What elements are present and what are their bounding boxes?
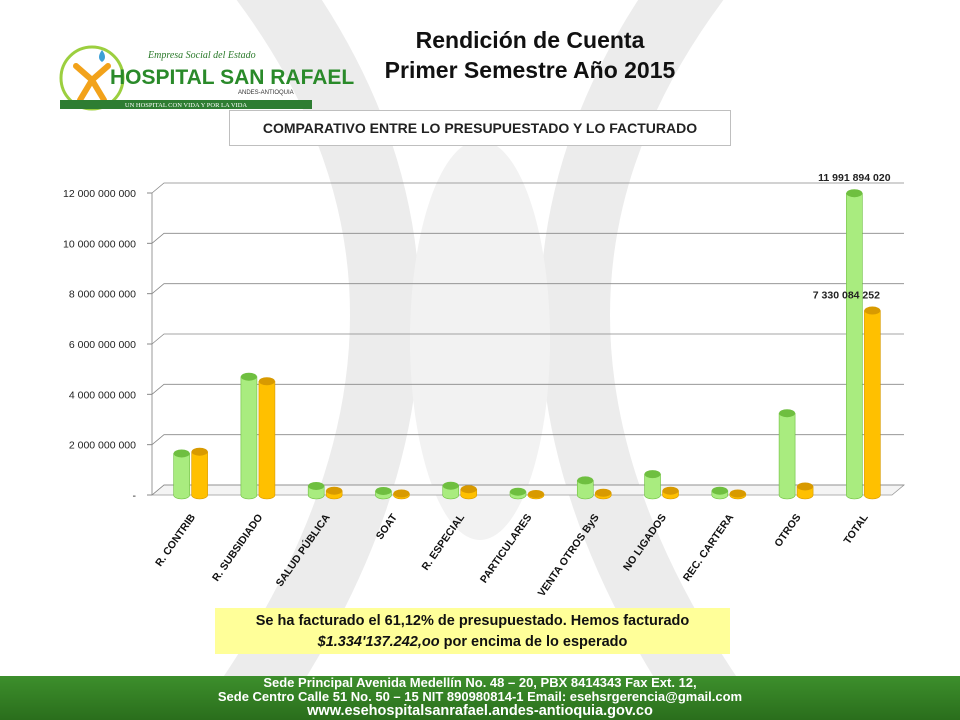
slide-title-line2: Primer Semestre Año 2015 (384, 57, 676, 83)
note-line2-rest: por encima de lo esperado (439, 634, 628, 650)
y-tick-label: 10 000 000 000 (63, 238, 136, 251)
bar-facturado-cap (393, 489, 409, 497)
bar-facturado-cap (864, 307, 880, 315)
x-tick-label: R. ESPECIAL (419, 511, 468, 573)
bar-facturado (864, 311, 880, 499)
gridline (152, 284, 904, 294)
gridline (152, 183, 904, 193)
bar-presupuestado (241, 377, 257, 499)
chart-title: COMPARATIVO ENTRE LO PRESUPUESTADO Y LO FACTURADO (229, 110, 731, 146)
bar-presupuestado-cap (712, 487, 728, 495)
y-tick-label: 2 000 000 000 (68, 439, 136, 452)
bar-presupuestado (174, 453, 190, 499)
drop-icon (99, 50, 105, 62)
bar-presupuestado (779, 413, 795, 499)
x-tick-label: VENTA OTROS ByS (535, 511, 602, 600)
figure-icon (76, 66, 108, 100)
x-tick-label: REC. CARTERA (680, 511, 737, 584)
bar-facturado-cap (595, 489, 611, 497)
x-tick-label: PARTICULARES (477, 511, 535, 586)
logo-band-text: UN HOSPITAL CON VIDA Y POR LA VIDA (124, 102, 248, 109)
bar-facturado (192, 452, 208, 499)
y-tick-label: 4 000 000 000 (68, 389, 136, 402)
x-tick-label: TOTAL (841, 511, 871, 547)
data-label: 11 991 894 020 (818, 172, 891, 185)
bar-facturado-cap (461, 485, 477, 493)
note-line1: Se ha facturado el 61,12% de presupuestado. Hemos facturado (255, 613, 690, 629)
gridline (152, 233, 904, 243)
bar-presupuestado-cap (645, 470, 661, 478)
summary-note (215, 608, 730, 654)
slide-title (300, 25, 760, 85)
gridline (152, 334, 904, 344)
bar-presupuestado-cap (443, 482, 459, 490)
logo-location: ANDES-ANTIOQUIA (238, 90, 294, 96)
slide-title-line1: Rendición de Cuenta (415, 27, 645, 53)
data-label: 7 330 084 252 (812, 289, 880, 302)
logo-name: HOSPITAL SAN RAFAEL (110, 66, 355, 89)
bar-facturado-cap (663, 487, 679, 495)
note-line2 (215, 632, 730, 653)
bar-facturado-cap (326, 487, 342, 495)
bar-chart (0, 150, 960, 610)
bar-presupuestado-cap (174, 449, 190, 457)
y-tick-label: 6 000 000 000 (68, 339, 136, 351)
bar-presupuestado-cap (375, 487, 391, 495)
x-tick-label: R. SUBSIDIADO (210, 511, 266, 584)
bar-presupuestado-cap (308, 482, 324, 490)
footer (0, 676, 960, 720)
x-tick-label: R. CONTRIB (153, 511, 199, 569)
bar-facturado-cap (259, 377, 275, 385)
hospital-logo (58, 44, 355, 114)
footer-line1: Sede Principal Avenida Medellín No. 48 – 20, PBX 8414343 Fax Ext. 12, (263, 675, 697, 690)
footer-line2: Sede Centro Calle 51 No. 50 – 15 NIT 890980814-1 Email: esehsrgerencia@gmail.com (217, 689, 743, 704)
bar-presupuestado-cap (846, 189, 862, 197)
bar-presupuestado-cap (241, 373, 257, 381)
note-amount: $1.334'137.242,oo (317, 634, 440, 650)
y-tick-label: - (132, 490, 136, 502)
bar-facturado-cap (730, 489, 746, 497)
bar-presupuestado-cap (779, 409, 795, 417)
x-tick-label: SOAT (373, 511, 400, 542)
bar-presupuestado (846, 193, 862, 499)
y-tick-label: 8 000 000 000 (68, 288, 136, 301)
bar-facturado-cap (528, 490, 544, 498)
bar-facturado-cap (797, 482, 813, 490)
bar-presupuestado-cap (577, 476, 593, 484)
x-tick-label: OTROS (772, 511, 804, 550)
x-tick-label: SALUD PÚBLICA (273, 511, 333, 589)
x-tick-label: NO LIGADOS (621, 511, 670, 574)
logo-top-text: Empresa Social del Estado (148, 50, 256, 61)
footer-website: www.esehospitalsanrafael.andes-antioquia.gov.co (307, 703, 653, 719)
y-tick-label: 12 000 000 000 (63, 188, 136, 200)
bar-facturado (259, 381, 275, 499)
bar-facturado-cap (192, 448, 208, 456)
bar-presupuestado-cap (510, 488, 526, 496)
